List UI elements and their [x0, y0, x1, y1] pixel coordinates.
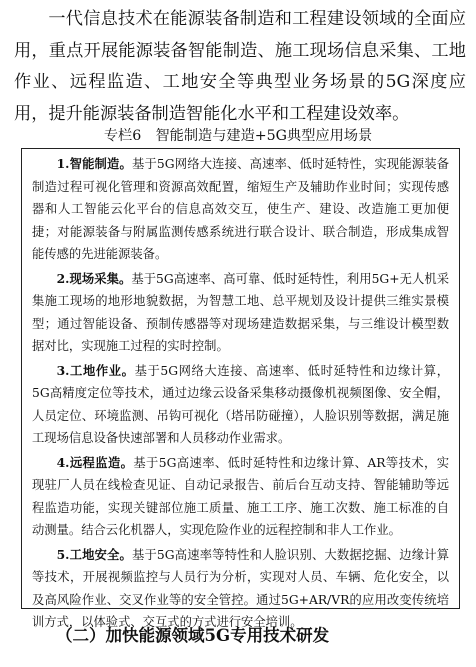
box-item-body: 基于5G高速率、低时延特性和边缘计算、AR等技术，实现驻厂人员在线检查见证、自动记录报告、前后台互动支持、智能辅助等远程监造功能，实现关键部位施工质量、施工工序、施工次数、施工标准的自动测量。结合云化机器人，实现危险作业的远程控制和非人工作业。	[32, 455, 449, 537]
box-item-body: 基于5G网络大连接、高速率、低时延特性和边缘计算，5G高精度定位等技术，通过边缘云设备采集移动摄像机视频图像、安全帽，人员定位、环境监测、吊钩可视化（塔吊防碰撞），人脸识别等数据，满足施工现场信息设备快速部署和人员移动作业需求。	[32, 363, 449, 445]
box-item-remote-supervision	[32, 452, 449, 542]
section-heading: （二）加快能源领域5G专用技术研发	[56, 626, 330, 645]
box-item-site-safety	[32, 544, 449, 634]
box-item-body: 基于5G网络大连接、高速率、低时延特性，实现能源装备制造过程可视化管理和资源高效配置，缩短生产及辅助作业时间；实现传感器和人工智能云化平台的信息高效交互，使生产、建设、改造施工更加便捷；对能源装备与附属监测传感系统进行联合设计、联合制造，形成集成智能传感的先进能源装备。	[32, 157, 449, 261]
box-item-body: 基于5G高速率等特性和人脸识别、大数据挖掘、边缘计算等技术，开展视频监控与人员行为分析，实现对人员、车辆、危化安全，以及高风险作业、交叉作业等的安全管控。通过5G+AR/VR的应用改变传统培训方式，以体验式、交互式的方式进行安全培训。	[32, 547, 449, 629]
box-item-heading: 5.工地安全。	[56, 546, 132, 562]
box-item-heading: 3.工地作业。	[56, 362, 135, 378]
box-item-site-operation	[32, 360, 449, 450]
box-item-intelligent-manufacturing	[32, 153, 449, 266]
box-item-heading: 4.远程监造。	[56, 454, 134, 470]
box-item-site-collection	[32, 268, 449, 358]
box-item-heading: 1.智能制造。	[56, 156, 132, 171]
box-item-body: 基于5G高速率、高可靠、低时延特性，利用5G+无人机采集施工现场的地形地貌数据，为智慧工地、总平规划及设计提供三维实景模型；通过智能设备、预制传感器等对现场建造数据采集，与三维设计模型数据对比，实现施工过程的实时控制。	[32, 271, 449, 353]
intro-paragraph: 一代信息技术在能源装备制造和工程建设领域的全面应用，重点开展能源装备智能制造、施工现场信息采集、工地作业、远程监造、工地安全等典型业务场景的5G深度应用，提升能源装备制造智能化水平和工程建设效率。	[14, 9, 466, 124]
box-title: 专栏6 智能制造与建造+5G典型应用场景	[103, 128, 373, 144]
sidebar-box	[21, 148, 460, 629]
box-item-heading: 2.现场采集。	[56, 270, 132, 286]
